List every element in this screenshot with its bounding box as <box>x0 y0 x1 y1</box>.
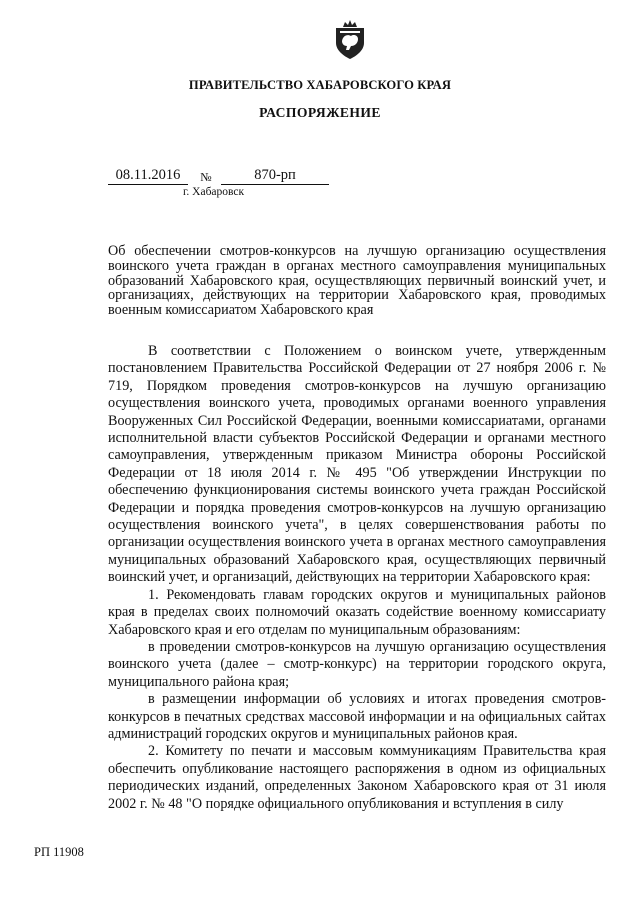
document-city: г. Хабаровск <box>183 186 245 198</box>
paragraph-item-1: 1. Рекомендовать главам городских округов и муниципальных районов края в пределах своих полномочий оказать содействие военному комиссариату Хабаровского края и его отделам по муниципальным образованиям: <box>108 586 606 638</box>
paragraph-item-2: 2. Комитету по печати и массовым коммуникациям Правительства края обеспечить опубликование настоящего распоряжения в одном из официальных периодических изданий, определенных Законом Хабаровского края от 31 июля 2002 г. № 48 "О порядке официального опубликования и вступления в силу <box>108 743 606 812</box>
document-number: 870-рп <box>221 167 329 185</box>
number-sign: № <box>200 170 212 184</box>
document-type: РАСПОРЯЖЕНИЕ <box>259 105 381 120</box>
document-body <box>108 343 606 813</box>
paragraph-preamble: В соответствии с Положением о воинском учете, утвержденным постановлением Правительства Российской Федерации от 27 ноября 2006 г. № 719, Порядком проведения смотров-конкурсов на лучшую организацию осуществления воинского учета, проводимых органами военного управления Вооруженных Сил Российской Федерации, военными комиссариатами, органами исполнительной власти субъектов Российской Федерации и органами местного самоуправления, утвержденным приказом Министра обороны Российской Федерации от 18 июля 2014 г. № 495 "Об утверждении Инструкции по обеспечению функционирования системы воинского учета граждан Российской Федерации и порядка проведения смотров-конкурсов на лучшую организацию осуществления воинского учета", в целях совершенствования работы по организации осуществления воинского учета в органах местного самоуправления муниципальных образований Хабаровского края, осуществляющих первичный воинский учет, и организаций, действующих на территории Хабаровского края: <box>108 343 606 586</box>
document-code: РП 11908 <box>34 845 84 859</box>
document-date: 08.11.2016 <box>108 167 188 185</box>
paragraph-item-1-sub-a: в проведении смотров-конкурсов на лучшую организацию осуществления воинского учета (далее – смотр-конкурс) на территории городского округа, муниципального района края; <box>108 638 606 690</box>
coat-of-arms-emblem <box>331 19 369 61</box>
document-title: Об обеспечении смотров-конкурсов на лучшую организацию осуществления воинского учета граждан в органах местного самоуправления муниципальных образований Хабаровского края, осуществляющих первичный воинский учет, и организациях, действующих на территории Хабаровского края, проводимых военным комиссариатом Хабаровского края <box>108 243 606 319</box>
date-number-line <box>108 167 338 187</box>
government-name: ПРАВИТЕЛЬСТВО ХАБАРОВСКОГО КРАЯ <box>188 78 452 92</box>
emblem-crown <box>343 20 357 27</box>
paragraph-item-1-sub-b: в размещении информации об условиях и итогах проведения смотров-конкурсов в печатных средствах массовой информации и на официальных сайтах администраций городских округов и муниципальных районов края. <box>108 691 606 742</box>
